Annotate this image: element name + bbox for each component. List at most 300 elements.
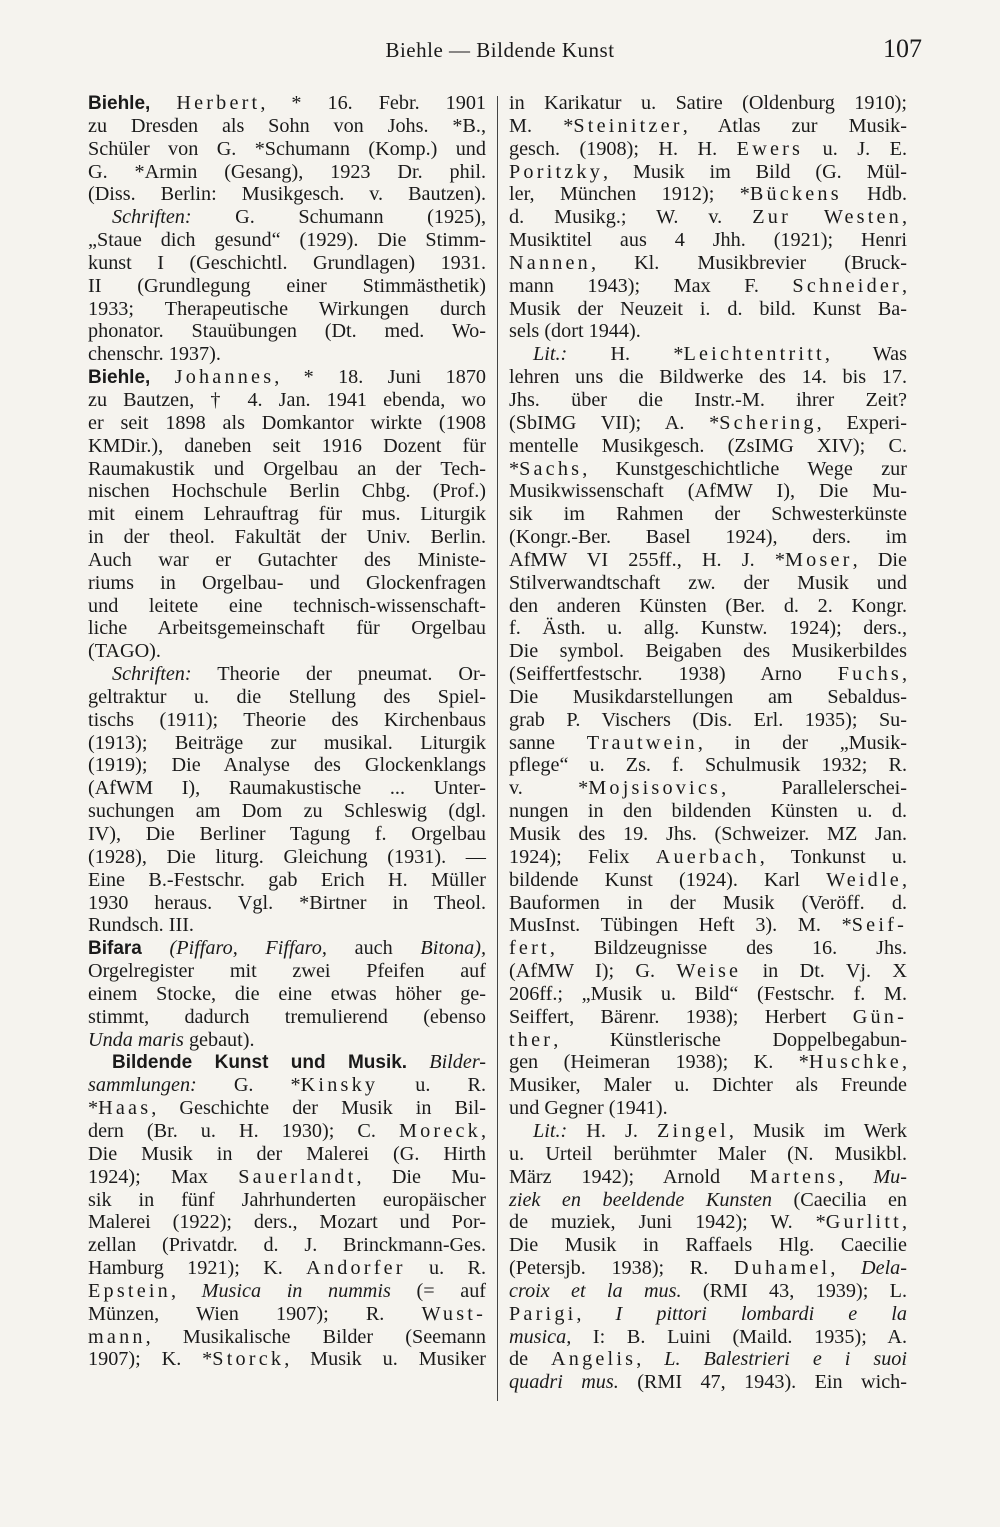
text-run: II (Grundlegung einer Stimmästhetik) <box>88 274 486 297</box>
text-run: Weise <box>676 960 742 983</box>
text-run: u. J. E. <box>803 137 907 160</box>
text-run: sels (dort 1944). <box>509 320 641 343</box>
text-run: (RMI 43, 1939); L. <box>681 1279 908 1302</box>
text-run: 1924); Max <box>88 1165 239 1188</box>
text-line <box>88 1348 486 1371</box>
text-line <box>88 92 486 115</box>
text-line <box>88 869 486 892</box>
text-line <box>88 732 486 755</box>
text-line <box>509 206 907 229</box>
text-run: Gün- <box>852 1005 907 1028</box>
text-run: sammlungen: <box>88 1074 197 1097</box>
text-line <box>88 366 486 389</box>
text-line <box>509 229 907 252</box>
text-run: , Musikalische Bilder (Seemann <box>145 1325 486 1348</box>
text-run: H. * <box>567 343 684 366</box>
text-run: nungen in den bildenden Künsten u. d. <box>509 800 907 823</box>
text-line <box>88 1051 486 1074</box>
text-run: Musica in nummis <box>201 1279 391 1302</box>
text-line <box>509 92 907 115</box>
text-run: musica, <box>509 1325 572 1348</box>
text-line <box>88 503 486 526</box>
text-line <box>88 1097 486 1120</box>
text-run: I: B. Luini (Maild. 1935); A. <box>571 1325 907 1348</box>
text-line <box>509 1326 907 1349</box>
text-line <box>509 1257 907 1280</box>
text-run: Hamburg 1921); K. <box>88 1257 307 1280</box>
text-run: 1907); K. * <box>88 1348 213 1371</box>
text-run: L. Balestrieri e i suoi <box>664 1348 907 1371</box>
text-line <box>509 640 907 663</box>
text-line <box>509 732 907 755</box>
text-run: Moser <box>784 548 853 571</box>
text-run: (AfMW I); G. <box>509 960 677 983</box>
text-line <box>509 252 907 275</box>
text-run: , <box>901 1051 907 1074</box>
text-run: Angelis <box>551 1348 637 1371</box>
text-line <box>88 1326 486 1349</box>
text-line <box>88 960 486 983</box>
text-line <box>88 914 486 937</box>
text-run: G. * <box>196 1074 301 1097</box>
text-run: , Kunstgeschichtliche Wege zur <box>582 457 907 480</box>
text-run: G. Schumann (1925), <box>191 206 486 229</box>
text-line <box>509 1211 907 1234</box>
text-run: dern (Br. u. H. 1930); C. <box>88 1119 399 1142</box>
text-run: ziek en beeldende Kunsten <box>509 1188 773 1211</box>
text-run: chenschr. 1937). <box>88 343 221 366</box>
text-run: Eine B.-Festschr. gab Erich H. Müller <box>88 868 486 891</box>
text-run: , <box>830 1257 862 1280</box>
text-run: (= auf <box>390 1279 487 1302</box>
text-line <box>509 1074 907 1097</box>
text-run: , Geschichte der Musik in Bil- <box>151 1097 486 1120</box>
text-run: Epstein <box>88 1279 171 1302</box>
text-run: Musik der Neuzeit i. d. bild. Kunst Ba- <box>509 297 907 320</box>
text-line <box>509 549 907 572</box>
text-run: , <box>901 663 907 686</box>
text-run: Orgelregister mit zwei Pfeifen auf <box>88 960 486 983</box>
text-run: gen (Heimeran 1938); K. * <box>509 1051 809 1074</box>
text-run: , <box>901 274 907 297</box>
text-run: zellan (Privatdr. d. J. Brinckmann-Ges. <box>88 1234 486 1257</box>
text-run: grab P. Vischers (Dis. Erl. 1935); Su- <box>509 708 907 731</box>
text-line <box>509 663 907 686</box>
text-line <box>509 1348 907 1371</box>
text-line <box>88 298 486 321</box>
text-line <box>509 1120 907 1143</box>
text-line <box>88 458 486 481</box>
text-run: d. Musikg.; W. v. <box>509 206 753 229</box>
text-run: , <box>170 1279 202 1302</box>
text-run: Wust- <box>421 1302 486 1325</box>
text-run: den anderen Künsten (Ber. d. 2. Kongr. <box>509 594 907 617</box>
text-run: Trautwein <box>586 731 698 754</box>
text-run: (Caecilia en <box>772 1188 907 1211</box>
left-column <box>88 92 486 1371</box>
text-line <box>88 183 486 206</box>
text-run <box>150 366 174 388</box>
text-line <box>509 754 907 777</box>
text-run: Bilder- <box>429 1051 487 1074</box>
text-line <box>509 617 907 640</box>
text-run: KMDir.), daneben seit 1916 Dozent für <box>88 434 486 457</box>
text-line <box>509 161 907 184</box>
text-run: mit einem Lehrauftrag für mus. Liturgik <box>88 503 486 526</box>
text-run: Parigi <box>509 1302 577 1325</box>
text-run: gesch. (1908); H. H. <box>509 137 737 160</box>
text-run: Theorie der pneumat. Or- <box>191 663 486 686</box>
text-line <box>509 343 907 366</box>
text-run: quadri mus. <box>509 1371 619 1394</box>
text-run: Schriften: <box>112 663 192 686</box>
text-run: bildende Kunst (1924). Karl <box>509 868 827 891</box>
text-run: croix et la mus. <box>509 1279 682 1302</box>
text-run: de <box>509 1348 552 1371</box>
text-run: pflege“ u. Zs. f. Schulmusik 1932; R. <box>509 754 907 777</box>
text-run: (1913); Beiträge zur musikal. Liturgik <box>88 731 486 754</box>
text-run: Storck <box>212 1348 285 1371</box>
text-run: MusInst. Tübingen Heft 3). M. * <box>509 914 852 937</box>
text-run: Dela- <box>861 1257 907 1280</box>
text-line <box>509 480 907 503</box>
text-line <box>88 983 486 1006</box>
text-line <box>88 1257 486 1280</box>
text-run: Seiffert, Bärenr. 1938); Herbert <box>509 1005 853 1028</box>
text-run: Rundsch. III. <box>88 914 194 937</box>
text-run: u. R. <box>378 1074 486 1097</box>
text-run: v. * <box>509 777 589 800</box>
text-run <box>407 1051 429 1073</box>
text-line <box>88 1280 486 1303</box>
text-run: 1924); Felix <box>509 845 656 868</box>
text-line <box>88 754 486 777</box>
text-line <box>509 960 907 983</box>
text-run: Bitona), <box>420 937 486 960</box>
text-run: März 1942); Arnold <box>509 1165 750 1188</box>
text-run: G. *Armin (Gesang), 1923 Dr. phil. <box>88 160 486 183</box>
text-run: lehren uns die Bildwerke des 14. bis 17. <box>509 366 907 389</box>
text-run: geltraktur u. die Stellung des Spiel- <box>88 685 486 708</box>
text-line <box>88 412 486 435</box>
text-run: H. J. <box>567 1119 658 1142</box>
text-run: Moreck <box>398 1119 481 1142</box>
text-run: auch <box>326 937 421 960</box>
text-run: ther <box>509 1028 554 1051</box>
text-line <box>509 458 907 481</box>
text-line <box>88 206 486 229</box>
text-run: sik in fünf Jahrhunderten europäischer <box>88 1188 486 1211</box>
text-run: zu Dresden als Sohn von Johs. *B., <box>88 114 486 137</box>
text-run: M. * <box>509 114 574 137</box>
text-run: kunst I (Geschichtl. Grundlagen) 1931. <box>88 251 486 274</box>
text-run: (RMI 47, 1943). Ein wich- <box>618 1371 907 1394</box>
text-run: Die symbol. Beigaben des Musikerbildes <box>509 640 907 663</box>
text-run: Leichtentritt <box>683 343 825 366</box>
text-run: Steinitzer <box>573 114 683 137</box>
text-run: fert <box>509 937 550 960</box>
text-line <box>509 1303 907 1326</box>
text-run <box>142 937 170 959</box>
text-line <box>509 412 907 435</box>
text-line <box>509 1051 907 1074</box>
text-run: in Karikatur u. Satire (Oldenburg 1910); <box>509 92 907 114</box>
text-run: Musikwissenschaft (AfMW I), Die Mu- <box>509 480 907 503</box>
text-run: Mu- <box>873 1165 907 1188</box>
text-run: u. R. <box>405 1257 486 1280</box>
text-run: , Atlas zur Musik- <box>682 114 908 137</box>
text-run: (TAGO). <box>88 640 161 663</box>
text-run: „Staue dich gesund“ (1929). Die Stimm- <box>88 229 486 252</box>
text-run: Lit.: <box>533 343 568 366</box>
text-line <box>88 320 486 343</box>
text-run: , Musik im Werk <box>728 1119 907 1142</box>
text-line <box>88 777 486 800</box>
text-run: Schüler von G. *Schumann (Komp.) und <box>88 137 486 160</box>
text-run: sik im Rahmen der Schwesterkünste <box>509 503 907 526</box>
text-line <box>88 138 486 161</box>
text-line <box>88 823 486 846</box>
text-run: , Was <box>824 343 907 366</box>
text-run: AfMW VI 255ff., H. J. * <box>509 548 785 571</box>
text-run: Die Musikdarstellungen am Sebaldus- <box>509 685 907 708</box>
text-run: stimmt, dadurch tremulierend (ebenso <box>88 1005 486 1028</box>
text-run: Auch war er Gutachter des Ministe- <box>88 548 486 571</box>
text-run: Zingel <box>657 1119 729 1142</box>
text-run: I pittori lombardi e la <box>615 1302 907 1325</box>
text-run: Die Musik in der Malerei (G. Hirth <box>88 1142 486 1165</box>
text-run: , Experi- <box>816 411 907 434</box>
text-line <box>88 275 486 298</box>
text-run: mentelle Musikgesch. (ZsIMG XIV); C. <box>509 434 907 457</box>
text-run: Sachs <box>519 457 583 480</box>
text-run: er seit 1898 als Domkantor wirkte (1908 <box>88 411 486 434</box>
text-run: (Diss. Berlin: Musikgesch. v. Bautzen). <box>88 183 486 206</box>
text-run: phonator. Stauübungen (Dt. med. Wo- <box>88 320 486 343</box>
text-run: Ewers <box>736 137 804 160</box>
text-run: * <box>88 1097 99 1120</box>
text-run: Die Musik in Raffaels Hlg. Caecilie <box>509 1234 907 1257</box>
text-line <box>509 526 907 549</box>
text-run: in der theol. Fakultät der Univ. Berlin. <box>88 526 486 549</box>
text-line <box>88 1029 486 1052</box>
text-line <box>509 389 907 412</box>
text-run: , Die Mu- <box>356 1165 486 1188</box>
text-run: , Bildzeugnisse des 16. Jhs. <box>549 937 907 960</box>
text-run: suchungen am Dom zu Schleswig (dgl. <box>88 800 486 823</box>
text-run: , * 18. Juni 1870 <box>274 366 487 389</box>
text-line <box>509 846 907 869</box>
text-run: Haas <box>98 1097 152 1120</box>
text-line <box>88 663 486 686</box>
text-line <box>88 1303 486 1326</box>
text-run: , Kl. Musikbrevier (Bruck- <box>590 251 907 274</box>
text-run: Schneider <box>792 274 902 297</box>
text-run: und Gegner (1941). <box>509 1097 668 1120</box>
text-run: de muziek, Juni 1942); W. * <box>509 1211 826 1234</box>
text-run: Musik des 19. Jhs. (Schweizer. MZ Jan. <box>509 823 907 845</box>
text-run: , Musik im Bild (G. Mül- <box>603 160 907 183</box>
text-line <box>88 572 486 595</box>
text-line <box>509 1097 907 1120</box>
text-line <box>88 1143 486 1166</box>
text-run: Stilverwandtschaft zw. der Musik und <box>509 571 907 594</box>
text-line <box>88 435 486 458</box>
text-run: , <box>901 1211 907 1234</box>
text-run: mann <box>88 1325 146 1348</box>
text-run: Poritzky <box>509 160 604 183</box>
text-line <box>88 343 486 366</box>
text-run: Fuchs <box>837 663 902 686</box>
text-line <box>88 1006 486 1029</box>
text-run: 1930 heraus. Vgl. *Birtner in Theol. <box>88 891 486 914</box>
text-run: 206ff.; „Musik u. Bild“ (Festschr. f. M. <box>509 982 907 1005</box>
text-line <box>88 161 486 184</box>
text-line <box>509 869 907 892</box>
text-run: Münzen, Wien 1907); R. <box>88 1302 422 1325</box>
text-line <box>509 1006 907 1029</box>
text-line <box>88 1166 486 1189</box>
text-run: Seif- <box>851 914 907 937</box>
text-line <box>88 526 486 549</box>
text-run: (Seiffertfestschr. 1938) Arno <box>509 663 838 686</box>
text-run: Nannen <box>509 251 591 274</box>
text-line <box>88 252 486 275</box>
text-line <box>88 1211 486 1234</box>
text-run: Musiktitel aus 4 Jhh. (1921); Henri <box>509 229 907 252</box>
text-line <box>88 115 486 138</box>
text-run: tischs (1911); Theorie des Kirchenbaus <box>88 708 486 731</box>
text-run: Herbert <box>176 92 261 114</box>
text-line <box>88 640 486 663</box>
text-line <box>509 503 907 526</box>
page-number: 107 <box>883 34 922 63</box>
text-line <box>509 1371 907 1394</box>
running-head: Biehle — Bildende Kunst <box>385 38 615 62</box>
text-run: Johannes <box>174 366 275 389</box>
text-line <box>509 366 907 389</box>
text-line <box>88 617 486 640</box>
text-run: f. Ästh. u. allg. Kunstw. 1924); ders., <box>509 617 907 640</box>
text-line <box>509 320 907 343</box>
text-run: , <box>480 1119 486 1142</box>
text-line <box>509 595 907 618</box>
text-line <box>509 183 907 206</box>
text-run: Kinsky <box>300 1074 379 1097</box>
text-run: , <box>901 868 907 891</box>
text-run: , <box>838 1165 874 1188</box>
text-run: (SbIMG VII); A. * <box>509 411 720 434</box>
text-line <box>88 892 486 915</box>
text-run: zu Bautzen, † 4. Jan. 1941 ebenda, wo <box>88 388 486 411</box>
text-run: Huschke <box>808 1051 902 1074</box>
text-line <box>509 435 907 458</box>
text-run: gebaut). <box>183 1028 255 1051</box>
text-run: Raumakustik und Orgelbau an der Tech- <box>88 457 486 480</box>
right-column <box>509 92 907 1394</box>
text-run: (Petersjb. 1938); R. <box>509 1257 734 1280</box>
entry-headword: Biehle, <box>88 367 151 389</box>
text-run: Schriften: <box>112 206 192 229</box>
text-line <box>509 800 907 823</box>
text-run: , in der „Musik- <box>697 731 908 754</box>
text-run: (1919); Die Analyse des Glockenklangs <box>88 754 486 777</box>
text-line <box>88 595 486 618</box>
text-run: IV), Die Berliner Tagung f. Orgelbau <box>88 823 486 845</box>
text-run: Lit.: <box>533 1119 568 1142</box>
text-run: Unda maris <box>88 1028 184 1051</box>
text-run: ler, München 1912); * <box>509 183 750 206</box>
text-line <box>88 709 486 732</box>
text-line <box>509 777 907 800</box>
text-run: Gurlitt <box>825 1211 902 1234</box>
text-run: Duhamel <box>733 1257 831 1280</box>
text-run: (AfWM I), Raumakustische ... Unter- <box>88 777 486 800</box>
text-line <box>88 1120 486 1143</box>
text-run: (1928), Die liturg. Gleichung (1931). — <box>88 845 486 868</box>
text-line <box>509 983 907 1006</box>
text-line <box>88 686 486 709</box>
text-line <box>509 823 907 846</box>
text-line <box>88 1234 486 1257</box>
text-run: Schering <box>719 411 817 434</box>
text-line <box>509 115 907 138</box>
text-line <box>509 937 907 960</box>
text-run: liche Arbeitsgemeinschaft für Orgelbau <box>88 617 486 640</box>
text-run: u. Urteil berühmter Maler (N. Musikbl. <box>509 1142 907 1165</box>
column-divider <box>497 96 498 1401</box>
text-line <box>88 480 486 503</box>
text-run: Andorfer <box>306 1257 406 1280</box>
entry-headword: Biehle, <box>88 93 151 114</box>
text-line <box>88 1074 486 1097</box>
page-header <box>0 30 1000 70</box>
text-run <box>150 92 176 114</box>
text-line <box>509 275 907 298</box>
text-run: riums in Orgelbau- und Glockenfragen <box>88 571 486 594</box>
text-run: , <box>901 206 908 229</box>
text-run: nischen Hochschule Berlin Chbg. (Prof.) <box>88 480 486 503</box>
text-line <box>88 549 486 572</box>
text-line <box>88 1189 486 1212</box>
text-run: 1933; Therapeutische Wirkungen durch <box>88 297 486 320</box>
text-run: sanne <box>509 731 587 754</box>
text-run: , Die <box>852 548 907 571</box>
text-line <box>509 1234 907 1257</box>
text-run: und leitete eine technisch-wissenschaft- <box>88 594 486 617</box>
text-run: , * 16. Febr. 1901 <box>260 92 487 114</box>
text-run: Malerei (1922); ders., Mozart und Por- <box>88 1211 486 1234</box>
text-line <box>88 389 486 412</box>
text-line <box>509 138 907 161</box>
text-run: Martens <box>749 1165 839 1188</box>
text-run: Auerbach <box>655 845 760 868</box>
text-run: Hdb. <box>841 183 907 206</box>
text-line <box>88 937 486 960</box>
text-run: Sauerlandt <box>238 1165 357 1188</box>
text-run: , Parallelerschei- <box>721 777 907 800</box>
text-run: einem Stocke, die eine etwas höher ge- <box>88 982 486 1005</box>
text-run: , <box>636 1348 665 1371</box>
text-run: , <box>576 1302 616 1325</box>
text-line <box>509 686 907 709</box>
text-run: mann 1943); Max F. <box>509 274 793 297</box>
text-run: (Kongr.-Ber. Basel 1924), ders. im <box>509 526 907 549</box>
text-run: , Tonkunst u. <box>759 845 907 868</box>
text-line <box>509 298 907 321</box>
text-line <box>509 914 907 937</box>
text-line <box>509 892 907 915</box>
